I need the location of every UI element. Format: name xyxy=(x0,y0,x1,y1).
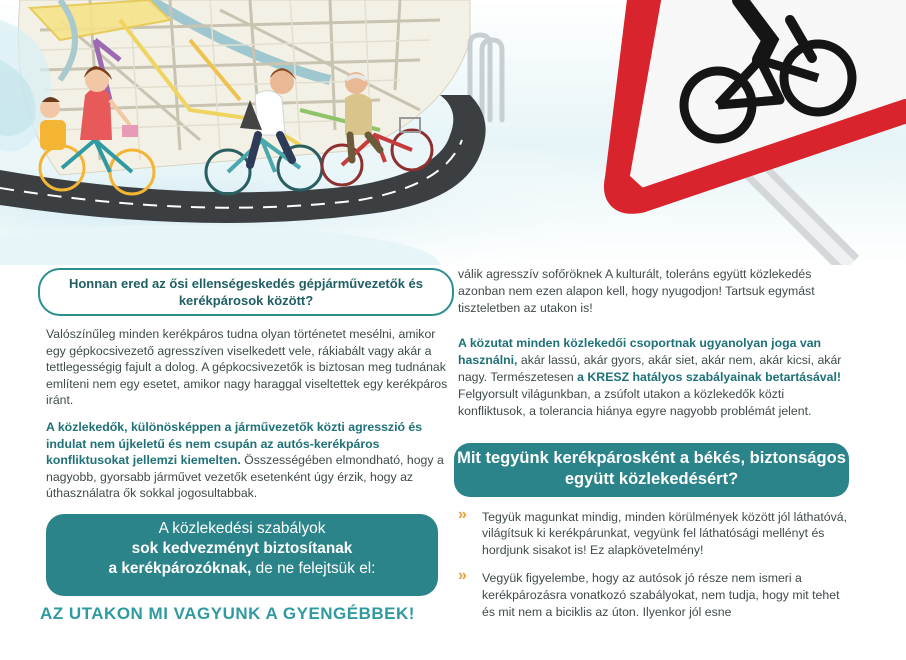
chevron-bullet-icon: » xyxy=(458,505,467,523)
right-paragraph-2-emphasis-1: A közutat minden közlekedői csoportnak ugyanolyan joga van használni, xyxy=(458,335,822,367)
paragraph-2 xyxy=(46,419,450,502)
rules-line-2: sok kedvezményt biztosítanak xyxy=(131,539,353,557)
right-paragraph-2-emphasis-2: a KRESZ hatályos szabályainak betartásával! xyxy=(577,370,841,385)
rules-line-3-rest: de ne felejtsük el: xyxy=(251,559,376,577)
right-paragraph-2-mid: akár lassú, akár gyors, akár siet, akár nem, akár kicsi, akár nagy. Természetesen xyxy=(458,352,842,385)
right-column xyxy=(458,248,853,620)
hero-illustration xyxy=(0,0,906,265)
paragraph-2-emphasis: A közlekedők, különösképpen a járművezetők közti agresszió és indulat nem újkeletű és nem csupán az autós-kerékpáros konfliktusokat jellemzi kiemelten. xyxy=(46,419,423,468)
weaker-road-users-slogan: AZ UTAKON MI VAGYUNK A GYENGÉBBEK! xyxy=(40,603,415,623)
advice-bullet-1-text: Tegyük magunkat mindig, minden körülmények között jól láthatóvá, világítsuk ki kerékpárunkat, vegyünk fel láthatósági mellényt és hordjunk sisakot is! Ez alapkövetelmény! xyxy=(482,509,847,557)
paragraph-1: Valószínűleg minden kerékpáros tudna olyan történetet mesélni, amikor egy gépkocsivezető agresszíven viselkedett vele, rákiabált vagy akár a tettlegességig fajult a dolog. A gépkocsivezetők is biztosan meg tudnának említeni nem egy esetet, amikor nagy haraggal viseltettek egy kerékpáros iránt. xyxy=(46,327,448,408)
rules-callout xyxy=(46,514,438,596)
left-column xyxy=(28,248,450,624)
advice-heading: Mit tegyünk kerékpárosként a békés, biztonságos együtt közlekedésért? xyxy=(454,443,849,497)
question-heading: Honnan ered az ősi ellenségeskedés gépjárművezetők és kerékpárosok között? xyxy=(38,268,454,316)
advice-bullet-1 xyxy=(458,505,854,559)
right-paragraph-1: válik agresszív sofőröknek A kulturált, toleráns együtt közlekedés azonban nem ezen alapon kell, hogy nyugodjon! Tartsuk egymást tiszteletben az utakon is! xyxy=(458,267,815,316)
rules-line-3-bold: a kerékpározóknak, xyxy=(108,559,252,577)
rules-line-1: A közlekedési szabályok xyxy=(158,519,326,537)
article-page xyxy=(0,248,906,660)
chevron-bullet-icon: » xyxy=(458,567,467,585)
advice-bullet-2-text: Vegyük figyelembe, hogy az autósok jó része nem ismeri a kerékpározásra vonatkozó szabályokat, nem tudja, hogy mit tehet és mit nem a biciklis az úton. Ilyenkor jól esne xyxy=(482,571,840,619)
right-paragraph-2-rest: Felgyorsult világunkban, a zsúfolt utakon a közlekedők közti konfliktusok, a tolerancia hiánya egyre nagyobb problémát jelent. xyxy=(458,387,812,419)
advice-bullet-2 xyxy=(458,567,854,620)
right-paragraph-2 xyxy=(458,335,853,421)
paragraph-2-rest: Összességében elmondható, hogy a nagyobb, gyorsabb járművet vezetők esetenként úgy érzik, hogy az úthasználatra ők sokkal jogosultabbak. xyxy=(46,453,444,501)
